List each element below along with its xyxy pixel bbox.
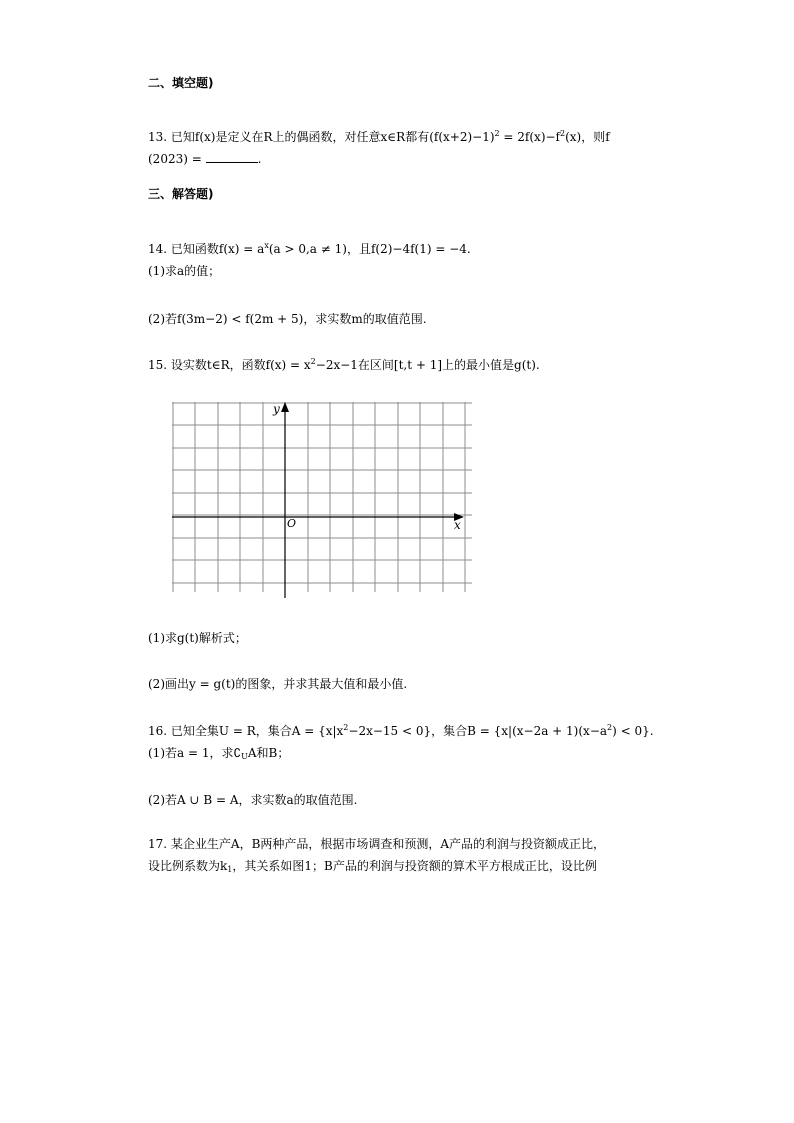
q15-part2: (2)画出y = g(t)的图象，并求其最大值和最小值. xyxy=(148,677,408,691)
q17-line2: 设比例系数为$k_1$，其关系如图1；B产品的利润与投资额的算术平方根成正比，设比例 xyxy=(148,859,597,874)
section-heading-answer: 三、解答题) xyxy=(148,187,214,201)
q15-line1: 15. 设实数t∈R，函数$f(x) = x^2-2x-1$在区间[t,t + 1]上的最小值是g(t). xyxy=(148,357,540,372)
origin-label: O xyxy=(287,517,297,530)
q15-part1: (1)求g(t)解析式； xyxy=(148,631,247,645)
section-heading-fill-blank: 二、填空题) xyxy=(148,76,214,90)
q13-line2: (2023) = . xyxy=(148,152,262,166)
q14-part1: (1)求a的值； xyxy=(148,264,221,278)
coordinate-grid xyxy=(172,398,478,602)
q16-line1: 16. 已知全集U = R，集合$A = \{x|x^2-2x-15 < 0\}$，集合$B = \{x|(x-2a + 1)(x-a^2) < 0\}$. xyxy=(148,723,654,738)
y-axis-label: y xyxy=(273,402,280,416)
q14-line1: 14. 已知函数$f(x) = a^x(a > 0,a \ne 1)$，且f(2)−4f(1) = −4. xyxy=(148,241,471,256)
answer-blank xyxy=(206,151,258,163)
q16-part1: (1)若a = 1，求$∁_UA$和B； xyxy=(148,746,290,761)
q13-line1: 13. 已知f(x)是定义在R上的偶函数，对任意x∈R都有$(f(x+2)-1)^2 = 2f(x)-f^2(x)$，则f xyxy=(148,129,610,144)
q17-line1: 17. 某企业生产A，B两种产品，根据市场调查和预测，A产品的利润与投资额成正比， xyxy=(148,837,606,851)
q14-part2: (2)若f(3m−2) < f(2m + 5)，求实数m的取值范围. xyxy=(148,312,427,326)
q16-part2: (2)若A ∪ B = A，求实数a的取值范围. xyxy=(148,793,358,807)
x-axis-label: x xyxy=(454,518,461,532)
